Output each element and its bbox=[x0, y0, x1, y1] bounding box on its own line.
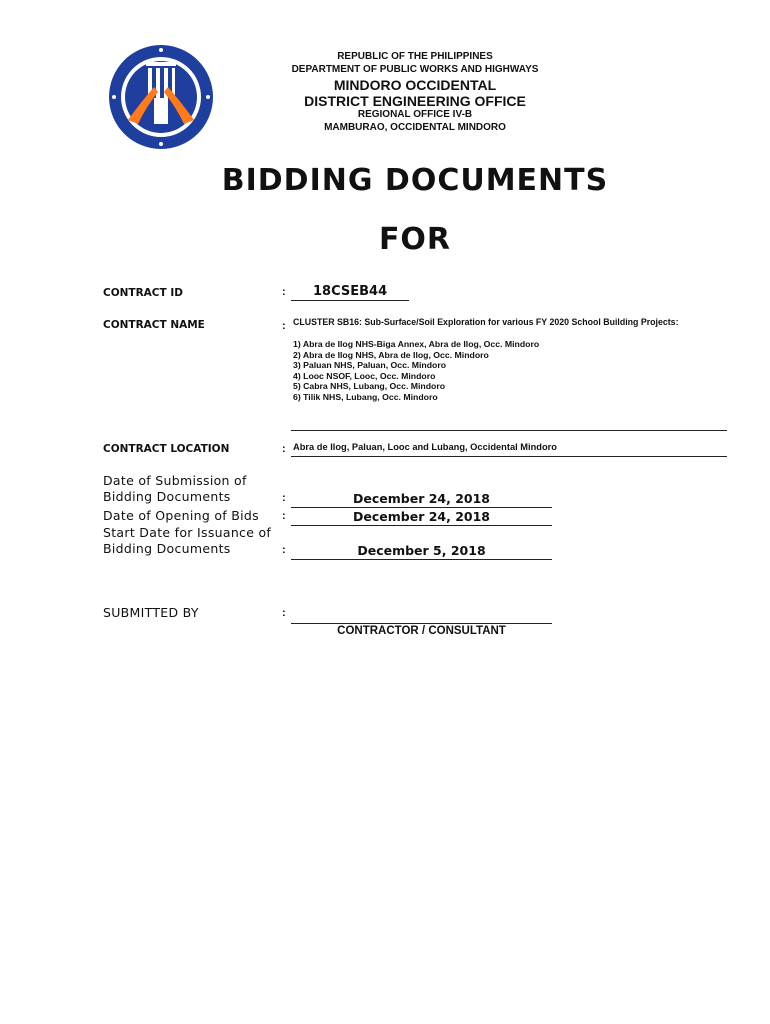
contract-id-label: CONTRACT ID bbox=[103, 287, 183, 299]
submission-date-label-2: Bidding Documents bbox=[103, 489, 231, 504]
submission-date-value: December 24, 2018 bbox=[353, 491, 490, 506]
colon: : bbox=[282, 510, 286, 522]
list-item: 2) Abra de Ilog NHS, Abra de Ilog, Occ. Mindoro bbox=[293, 349, 489, 360]
document-title: BIDDING DOCUMENTS bbox=[221, 163, 609, 198]
colon: : bbox=[282, 607, 286, 619]
issuance-date-value: December 5, 2018 bbox=[357, 543, 486, 558]
dpwh-seal-icon bbox=[106, 42, 216, 152]
opening-date-underline bbox=[291, 525, 552, 526]
issuance-date-underline bbox=[291, 559, 552, 560]
contractor-caption: CONTRACTOR / CONSULTANT bbox=[337, 625, 506, 637]
project-list bbox=[293, 339, 539, 403]
colon: : bbox=[282, 320, 286, 332]
opening-date-label: Date of Opening of Bids bbox=[103, 508, 259, 523]
contract-name-underline bbox=[291, 430, 727, 431]
list-item: 3) Paluan NHS, Paluan, Occ. Mindoro bbox=[293, 360, 447, 371]
republic-heading: REPUBLIC OF THE PHILIPPINES bbox=[337, 51, 493, 62]
contract-location-underline bbox=[291, 456, 727, 457]
issuance-date-label-2: Bidding Documents bbox=[103, 541, 231, 556]
contract-location-label: CONTRACT LOCATION bbox=[103, 443, 230, 455]
colon: : bbox=[282, 544, 286, 556]
colon: : bbox=[282, 492, 286, 504]
contract-location-value: Abra de Ilog, Paluan, Looc and Lubang, Occidental Mindoro bbox=[293, 442, 557, 452]
list-item: 6) Tilik NHS, Lubang, Occ. Mindoro bbox=[293, 391, 438, 402]
signature-line bbox=[291, 623, 552, 624]
document-title-for: FOR bbox=[378, 222, 452, 257]
list-item: 4) Looc NSOF, Looc, Occ. Mindoro bbox=[293, 370, 436, 381]
office-heading-line2: DISTRICT ENGINEERING OFFICE bbox=[304, 93, 526, 109]
office-address: MAMBURAO, OCCIDENTAL MINDORO bbox=[324, 122, 506, 133]
issuance-date-label: Start Date for Issuance of bbox=[103, 525, 272, 540]
contract-id-value: 18CSEB44 bbox=[313, 284, 388, 299]
contract-name-value: CLUSTER SB16: Sub-Surface/Soil Exploration for various FY 2020 School Building Projects: bbox=[293, 317, 679, 327]
submission-date-label: Date of Submission of bbox=[103, 473, 247, 488]
opening-date-value: December 24, 2018 bbox=[353, 509, 490, 524]
colon: : bbox=[282, 443, 286, 455]
colon: : bbox=[282, 286, 286, 298]
submitted-by-label: SUBMITTED BY bbox=[103, 605, 199, 620]
list-item: 5) Cabra NHS, Lubang, Occ. Mindoro bbox=[293, 381, 446, 392]
list-item: 1) Abra de Ilog NHS-Biga Annex, Abra de Ilog, Occ. Mindoro bbox=[293, 339, 540, 349]
contract-id-underline bbox=[291, 300, 409, 301]
contract-name-label: CONTRACT NAME bbox=[103, 319, 205, 331]
department-heading: DEPARTMENT OF PUBLIC WORKS AND HIGHWAYS bbox=[291, 64, 539, 75]
submission-date-underline bbox=[291, 507, 552, 508]
office-heading-line1: MINDORO OCCIDENTAL bbox=[333, 77, 497, 93]
regional-office: REGIONAL OFFICE IV-B bbox=[357, 109, 473, 120]
